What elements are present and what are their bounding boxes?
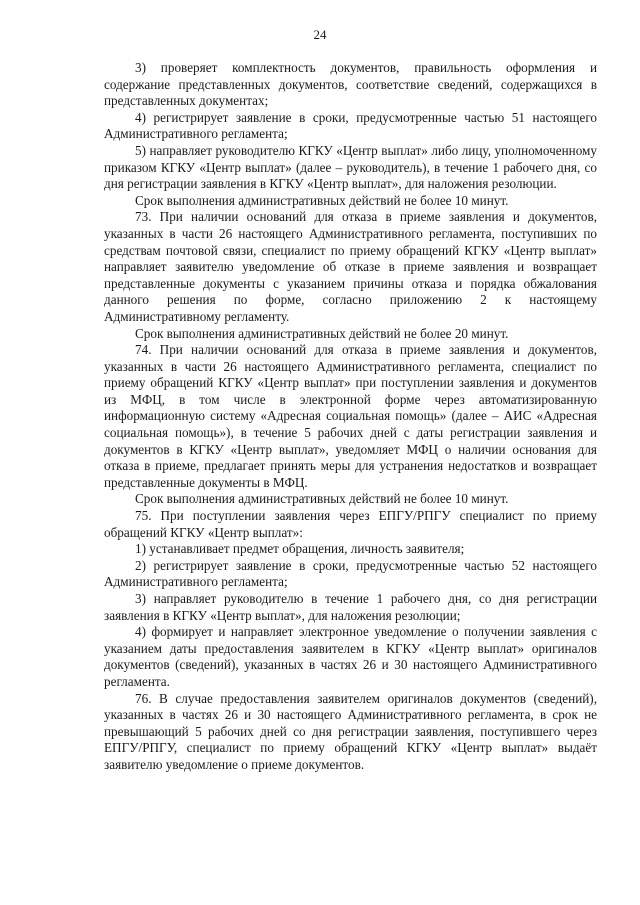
paragraph-item-4: 4) регистрирует заявление в сроки, предусмотренные частью 51 настоящего Административного регламента;	[104, 109, 597, 142]
paragraph-73: 73. При наличии оснований для отказа в приеме заявления и документов, указанных в части 26 настоящего Административного регламента, поступивших по средствам почтовой связи, специалист по приему обращений КГКУ «Центр выплат» направляет заявителю уведомление об отказе в приеме заявления и возвращает представленные документы с указанием причины отказа и порядка обжалования данного решения по форме, согласно приложению 2 к настоящему Административному регламенту.	[104, 209, 597, 324]
document-body	[104, 60, 597, 774]
paragraph-item-1: 1) устанавливает предмет обращения, личность заявителя;	[135, 541, 465, 557]
paragraph-75: 75. При поступлении заявления через ЕПГУ/РПГУ специалист по приему обращений КГКУ «Центр выплат»:	[104, 508, 597, 540]
paragraph-item-3: 3) проверяет комплектность документов, правильность оформления и содержание представленных документов, соответствие сведений, содержащихся в представленных документах;	[104, 60, 597, 109]
paragraph-deadline: Срок выполнения административных действий не более 10 минут.	[135, 192, 509, 208]
paragraph-item-4: 4) формирует и направляет электронное уведомление о получении заявления с указанием даты предоставления заявителем в КГКУ «Центр выплат» оригиналов документов (сведений), указанных в частях 26 и 30 настоящего Административного регламента.	[104, 624, 597, 689]
paragraph-item-2: 2) регистрирует заявление в сроки, предусмотренные частью 52 настоящего Административного регламента;	[104, 557, 597, 590]
paragraph-deadline: Срок выполнения административных действий не более 20 минут.	[135, 325, 509, 341]
paragraph-item-5: 5) направляет руководителю КГКУ «Центр выплат» либо лицу, уполномоченному приказом КГКУ «Центр выплат» (далее – руководитель), в течение 1 рабочего дня, со дня регистрации заявления в КГКУ «Центр выплат», для наложения резолюции.	[104, 142, 597, 192]
paragraph-76: 76. В случае предоставления заявителем оригиналов документов (сведений), указанных в частях 26 и 30 настоящего Административного регламента, в срок не превышающий 5 рабочих дней со дня регистрации заявления, поступившего через ЕПГУ/РПГУ, специалист по приему обращений КГКУ «Центр выплат» выдаёт заявителю уведомление о приеме документов.	[104, 690, 597, 772]
page-number: 24	[313, 27, 327, 42]
paragraph-deadline: Срок выполнения административных действий не более 10 минут.	[135, 491, 509, 507]
paragraph-item-3: 3) направляет руководителю в течение 1 рабочего дня, со дня регистрации заявления в КГКУ «Центр выплат», для наложения резолюции;	[104, 591, 597, 623]
paragraph-74: 74. При наличии оснований для отказа в приеме заявления и документов, указанных в части 26 настоящего Административного регламента, специалист по приему обращений КГКУ «Центр выплат» при поступлении заявления и документов из МФЦ, в том числе в электронной форме через автоматизированную информационную систему «Адресная социальная помощь» (далее – АИС «Адресная социальная помощь»), в течение 5 рабочих дней с даты регистрации заявления и документов в КГКУ «Центр выплат», уведомляет МФЦ о наличии основания для отказа в приеме, предлагает принять меры для устранения недостатков и возвращает представленные документы в МФЦ.	[104, 342, 597, 490]
